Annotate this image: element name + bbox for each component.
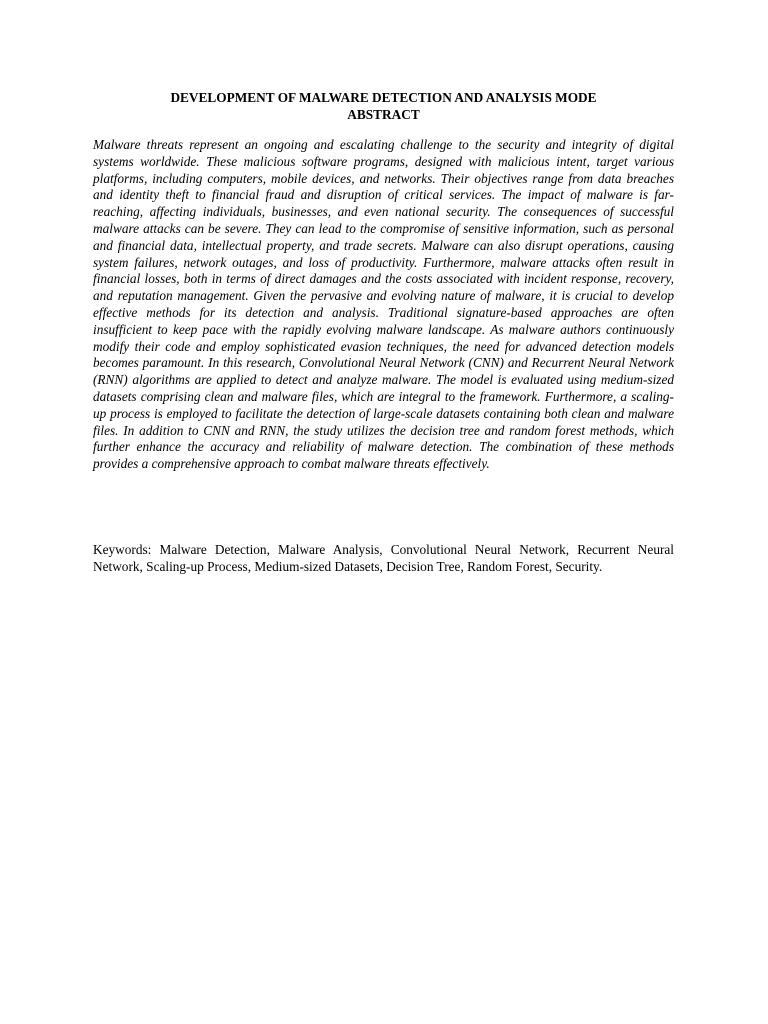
document-heading xyxy=(93,89,674,123)
abstract-paragraph: Malware threats represent an ongoing and escalating challenge to the security and integrity of digital systems worldwide. These malicious software programs, designed with malicious intent, target various platforms, including computers, mobile devices, and networks. Their objectives range from data breaches and identity theft to financial fraud and disruption of critical services. The impact of malware is far-reaching, affecting individuals, businesses, and even national security. The consequences of successful malware attacks can be severe. They can lead to the compromise of sensitive information, such as personal and financial data, intellectual property, and trade secrets. Malware can also disrupt operations, causing system failures, network outages, and loss of productivity. Furthermore, malware attacks often result in financial losses, both in terms of direct damages and the costs associated with incident response, recovery, and reputation management. Given the pervasive and evolving nature of malware, it is crucial to develop effective methods for its detection and analysis. Traditional signature-based approaches are often insufficient to keep pace with the rapidly evolving malware landscape. As malware authors continuously modify their code and employ sophisticated evasion techniques, the need for advanced detection models becomes paramount. In this research, Convolutional Neural Network (CNN) and Recurrent Neural Network (RNN) algorithms are applied to detect and analyze malware. The model is evaluated using medium-sized datasets comprising clean and malware files, which are integral to the framework. Furthermore, a scaling-up process is employed to facilitate the detection of large-scale datasets containing both clean and malware files. In addition to CNN and RNN, the study utilizes the decision tree and random forest methods, which further enhance the accuracy and reliability of malware detection. The combination of these methods provides a comprehensive approach to combat malware threats effectively. xyxy=(93,137,674,472)
abstract-heading: ABSTRACT xyxy=(347,107,420,122)
keywords-paragraph: Keywords: Malware Detection, Malware Analysis, Convolutional Neural Network, Recurrent Neural Network, Scaling-up Process, Medium-sized Datasets, Decision Tree, Random Forest, Security. xyxy=(93,542,674,575)
document-title: DEVELOPMENT OF MALWARE DETECTION AND ANALYSIS MODE xyxy=(170,90,597,105)
